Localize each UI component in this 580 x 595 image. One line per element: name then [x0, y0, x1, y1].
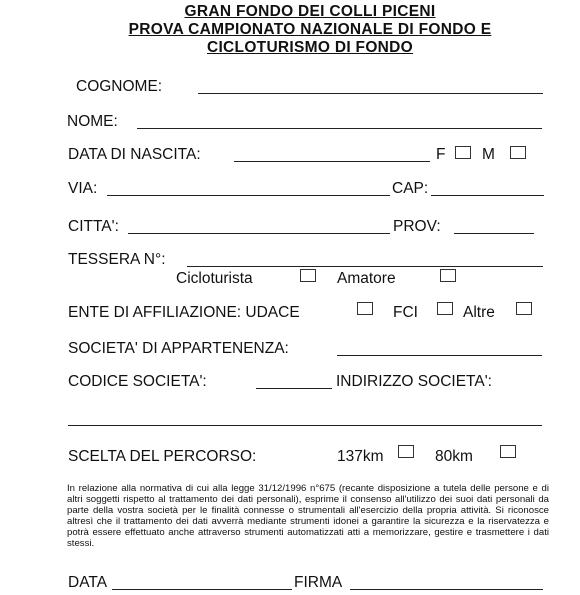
citta-field[interactable]	[128, 233, 390, 234]
fci-label: FCI	[393, 304, 418, 321]
udace-checkbox[interactable]	[357, 302, 373, 315]
prov-field[interactable]	[454, 233, 534, 234]
via-label: VIA:	[68, 180, 98, 197]
gender-m-label: M	[482, 146, 495, 163]
nome-field[interactable]	[137, 128, 542, 129]
gender-m-checkbox[interactable]	[510, 146, 526, 159]
km137-label: 137km	[337, 448, 384, 465]
km80-label: 80km	[435, 448, 473, 465]
data-nascita-label: DATA DI NASCITA:	[68, 146, 201, 163]
cognome-label: COGNOME:	[76, 78, 163, 95]
fci-checkbox[interactable]	[437, 302, 453, 315]
indirizzo-label: INDIRIZZO SOCIETA':	[336, 373, 492, 390]
km137-checkbox[interactable]	[398, 445, 414, 458]
ente-udace-label: ENTE DI AFFILIAZIONE: UDACE	[68, 304, 300, 321]
indirizzo-field[interactable]	[68, 425, 542, 426]
amatore-label: Amatore	[337, 270, 396, 287]
altre-checkbox[interactable]	[516, 302, 532, 315]
tessera-label: TESSERA N°:	[68, 251, 166, 268]
data-field[interactable]	[112, 589, 292, 590]
privacy-consent-text: In relazione alla normativa di cui alla legge 31/12/1996 n°675 (recante disposizione a tutela delle persone e di altri soggetti rispetto al trattamento dei dati personali), esprime il consenso all'utilizzo dei suoi dati personali da parte della vostra società per le finalità connesse o strumentali all'esercizio della propria attività. Si riconosce altresì che il trattamento dei dati avverrà mediante strumenti idonei a garantire la sicurezza e la riservatezza e potrà essere effettuato anche attraverso strumenti automatizzati atti a memorizzare, gestire e trasmettere i dati stessi.	[67, 483, 549, 549]
societa-field[interactable]	[337, 355, 542, 356]
nome-label: NOME:	[67, 113, 118, 130]
data-label: DATA	[68, 574, 108, 591]
amatore-checkbox[interactable]	[440, 269, 456, 282]
gender-f-checkbox[interactable]	[455, 146, 471, 159]
tessera-field[interactable]	[187, 266, 543, 267]
percorso-label: SCELTA DEL PERCORSO:	[68, 448, 257, 465]
prov-label: PROV:	[393, 218, 441, 235]
altre-label: Altre	[463, 304, 495, 321]
firma-label: FIRMA	[294, 574, 343, 591]
societa-label: SOCIETA' DI APPARTENENZA:	[68, 340, 289, 357]
via-field[interactable]	[107, 195, 390, 196]
firma-field[interactable]	[350, 589, 543, 590]
citta-label: CITTA':	[68, 218, 119, 235]
form-title-line-1: GRAN FONDO DEI COLLI PICENI	[184, 3, 436, 20]
form-title-line-3: CICLOTURISMO DI FONDO	[206, 39, 414, 56]
gender-f-label: F	[436, 146, 446, 163]
cicloturista-checkbox[interactable]	[300, 269, 316, 282]
cap-field[interactable]	[431, 195, 544, 196]
form-title-line-2: PROVA CAMPIONATO NAZIONALE DI FONDO E	[128, 21, 492, 38]
codice-field[interactable]	[256, 388, 332, 389]
km80-checkbox[interactable]	[500, 445, 516, 458]
cognome-field[interactable]	[198, 93, 543, 94]
codice-label: CODICE SOCIETA':	[68, 373, 207, 390]
cap-label: CAP:	[392, 180, 429, 197]
cicloturista-label: Cicloturista	[176, 270, 253, 287]
data-nascita-field[interactable]	[234, 161, 430, 162]
